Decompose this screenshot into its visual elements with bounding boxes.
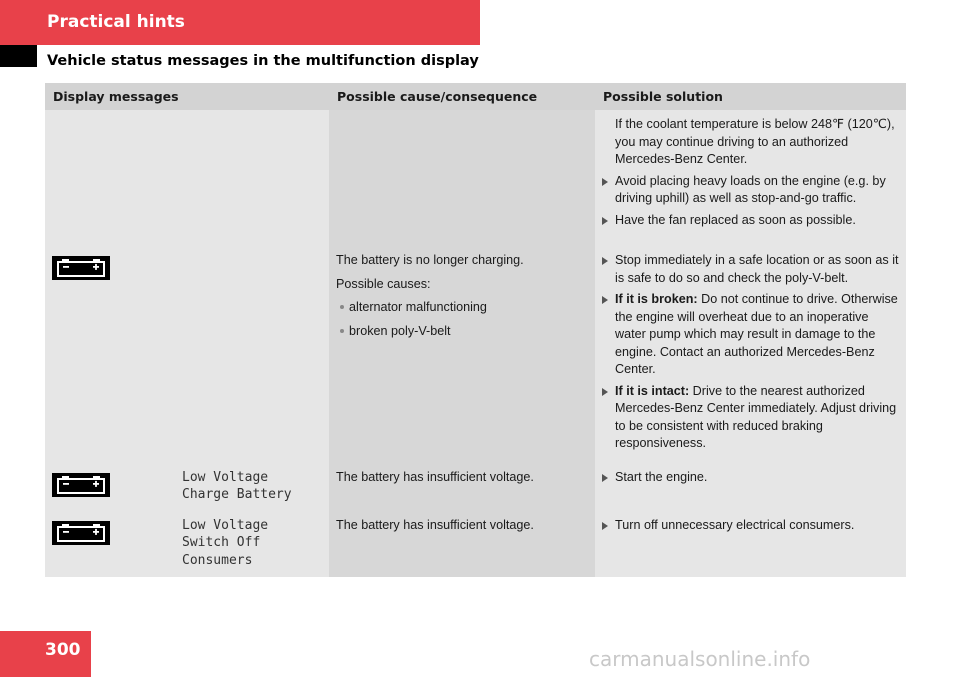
cause-item: alternator malfunctioning (336, 299, 589, 317)
table-row (45, 246, 906, 463)
step-condition: If it is broken: (615, 292, 698, 306)
display-text-cell (175, 110, 329, 246)
solution-step: Turn off unnecessary electrical consumers. (602, 517, 900, 535)
table-row (45, 463, 906, 511)
header-marker (0, 45, 37, 67)
cause-label: Possible causes: (336, 276, 431, 291)
watermark: carmanualsonline.info (589, 647, 811, 671)
icon-cell (45, 511, 175, 577)
solution-cell (595, 110, 906, 246)
table-row (45, 511, 906, 577)
solution-cell (595, 246, 906, 463)
section-header: Practical hints (0, 0, 480, 45)
header-possible-solution: Possible solution (595, 83, 906, 110)
display-line: Low Voltage (182, 517, 269, 533)
display-line: Low Voltage (182, 469, 269, 485)
solution-step: Start the engine. (602, 469, 900, 487)
display-text-cell (175, 246, 329, 463)
icon-cell (45, 110, 175, 246)
solution-cell (595, 463, 906, 511)
header-display-messages: Display messages (45, 83, 329, 110)
solution-step: Have the fan replaced as soon as possible. (602, 212, 900, 230)
table-row (45, 110, 906, 246)
solution-step: Avoid placing heavy loads on the engine (e.g. by driving uphill) as well as stop-and-go traffic. (602, 173, 900, 208)
cause-cell: The battery has insufficient voltage. (329, 463, 595, 511)
solution-step: Stop immediately in a safe location or as soon as it is safe to do so and check the poly-V-belt. (602, 252, 900, 287)
battery-icon (52, 473, 110, 497)
icon-cell (45, 463, 175, 511)
display-line: Charge Battery (182, 487, 292, 502)
solution-text: If the coolant temperature is below 248℉ (120℃), you may continue driving to an authorized Mercedes-Benz Center. (615, 117, 895, 166)
page-number: 300 (0, 631, 91, 677)
step-text: Do not continue to drive. Otherwise the engine will overheat due to an inoperative water pump which may result in damage to the engine. Contact an authorized Mercedes-Benz Center. (615, 292, 898, 376)
status-message-table (45, 83, 906, 577)
page-subtitle: Vehicle status messages in the multifunction display (47, 53, 479, 69)
step-text: Drive to the nearest authorized Mercedes-Benz Center immediately. Adjust driving to be consistent with reduced braking responsiveness. (615, 383, 897, 450)
step-condition: If it is intact: (615, 383, 690, 398)
solution-cell (595, 511, 906, 577)
cause-cell (329, 110, 595, 246)
cause-item: broken poly-V-belt (336, 323, 589, 341)
solution-step (602, 383, 900, 453)
cause-intro: The battery is no longer charging. (336, 253, 524, 267)
display-text-cell (175, 511, 329, 577)
display-text-cell (175, 463, 329, 511)
cause-cell (329, 246, 595, 463)
icon-cell (45, 246, 175, 463)
display-line: Switch Off (182, 535, 261, 550)
battery-icon (52, 256, 110, 280)
header-possible-cause: Possible cause/consequence (329, 83, 595, 110)
solution-step (602, 291, 900, 379)
cause-cell: The battery has insufficient voltage. (329, 511, 595, 577)
battery-icon (52, 521, 110, 545)
table-header-row (45, 83, 906, 110)
display-line: Consumers (182, 552, 253, 568)
